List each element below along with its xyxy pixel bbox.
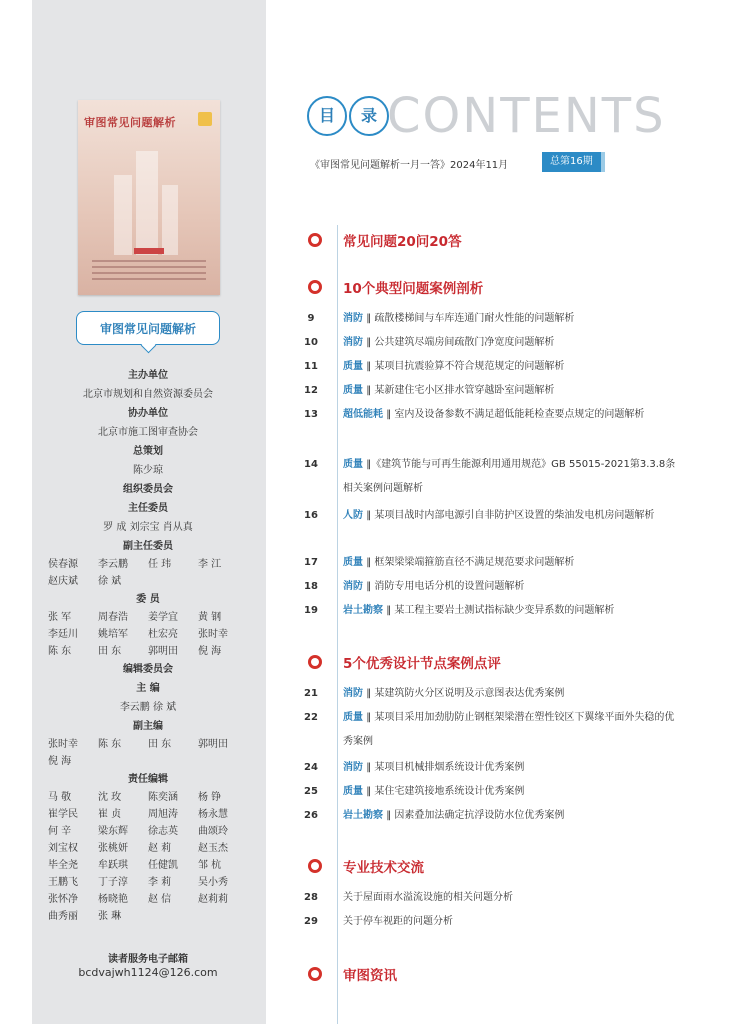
name-row bbox=[48, 840, 248, 857]
section-title: 10个典型问题案例剖析 bbox=[343, 281, 484, 297]
planner-name: 陈少琼 bbox=[133, 465, 163, 476]
entry-text bbox=[343, 599, 678, 623]
cover-title: 审图常见问题解析 bbox=[84, 116, 176, 129]
entry-title: ‖ 某项目战时内部电源引自非防护区设置的柴油发电机房问题解析 bbox=[366, 510, 655, 521]
ring-bullet-icon bbox=[308, 655, 322, 669]
deputy-director-heading: 副主任委员 bbox=[123, 541, 173, 552]
entry-title: 关于屋面雨水溢流设施的相关问题分析 bbox=[343, 892, 513, 903]
cover-badge-icon bbox=[198, 112, 212, 126]
name-row bbox=[48, 874, 248, 891]
entry-text bbox=[343, 706, 678, 754]
person-name: 周旭涛 bbox=[148, 809, 178, 820]
page-number: 25 bbox=[304, 786, 318, 797]
page-number: 14 bbox=[304, 459, 318, 470]
person-name: 邹 杭 bbox=[198, 860, 222, 871]
entry-text bbox=[343, 307, 678, 331]
person-name: 杨永慧 bbox=[198, 809, 228, 820]
person-name: 曲颂玲 bbox=[198, 826, 228, 837]
person-name: 梁东辉 bbox=[98, 826, 128, 837]
entry-title: ‖ 某项目采用加劲肋防止钢框架梁潜在塑性铰区下翼缘平面外失稳的优秀案例 bbox=[343, 712, 675, 747]
ring-bullet-icon bbox=[308, 859, 322, 873]
person-name: 赵莉莉 bbox=[198, 894, 228, 905]
entry-text bbox=[343, 756, 678, 780]
entry-title: ‖ 某住宅建筑接地系统设计优秀案例 bbox=[366, 786, 525, 797]
person-name: 何 辛 bbox=[48, 826, 72, 837]
entry-category: 质量 bbox=[343, 361, 363, 372]
person-name: 李廷川 bbox=[48, 629, 78, 640]
mu-circle: 目 bbox=[307, 96, 347, 136]
sponsor-name: 北京市规划和自然资源委员会 bbox=[83, 389, 213, 400]
person-name: 丁子淳 bbox=[98, 877, 128, 888]
editorial-heading: 编辑委员会 bbox=[123, 664, 173, 675]
entry-text bbox=[343, 780, 678, 804]
entry-text bbox=[343, 575, 678, 599]
organizer-name: 北京市施工图审查协会 bbox=[98, 427, 198, 438]
entry-text bbox=[343, 355, 678, 379]
magazine-name-label: 审图常见问题解析 bbox=[76, 311, 220, 345]
person-name: 杨晓艳 bbox=[98, 894, 128, 905]
entry-category: 消防 bbox=[343, 313, 363, 324]
person-name: 黄 钢 bbox=[198, 612, 222, 623]
page-number: 22 bbox=[304, 712, 318, 723]
person-name: 张桃妍 bbox=[98, 843, 128, 854]
person-name: 姜学宜 bbox=[148, 612, 178, 623]
planner-heading: 总策划 bbox=[133, 446, 163, 457]
person-name: 侯春源 bbox=[48, 559, 78, 570]
cover-building-graphic bbox=[136, 151, 158, 255]
page-number: 11 bbox=[304, 361, 318, 372]
entry-title: 关于停车视距的问题分析 bbox=[343, 916, 453, 927]
person-name: 张 琳 bbox=[98, 911, 122, 922]
name-row bbox=[48, 806, 248, 823]
committee-heading: 组织委员会 bbox=[123, 484, 173, 495]
entry-title: ‖ 某建筑防火分区说明及示意图表达优秀案例 bbox=[366, 688, 565, 699]
cover-building-graphic bbox=[162, 185, 178, 255]
person-name: 李 莉 bbox=[148, 877, 172, 888]
person-name: 吴小秀 bbox=[198, 877, 228, 888]
ring-bullet-icon bbox=[308, 967, 322, 981]
masthead bbox=[48, 366, 248, 925]
toc-divider-line bbox=[337, 225, 338, 1024]
person-name: 李云鹏 bbox=[98, 559, 128, 570]
entry-text bbox=[343, 804, 678, 828]
person-name: 徐 斌 bbox=[98, 576, 122, 587]
entry-title: ‖ 某新建住宅小区排水管穿越卧室问题解析 bbox=[366, 385, 555, 396]
page-number: 29 bbox=[304, 916, 318, 927]
person-name: 赵玉杰 bbox=[198, 843, 228, 854]
page-number: 18 bbox=[304, 581, 318, 592]
entry-category: 岩土勘察 bbox=[343, 605, 383, 616]
entry-title: ‖《建筑节能与可再生能源利用通用规范》GB 55015-2021第3.3.8条相关案例问题解析 bbox=[343, 459, 676, 494]
entry-title: ‖ 因素叠加法确定抗浮设防水位优秀案例 bbox=[386, 810, 565, 821]
magazine-cover-image bbox=[78, 100, 220, 295]
person-name: 姚培军 bbox=[98, 629, 128, 640]
person-name: 徐志英 bbox=[148, 826, 178, 837]
ring-bullet-icon bbox=[308, 280, 322, 294]
person-name: 陈奕涵 bbox=[148, 792, 178, 803]
lu-circle: 录 bbox=[349, 96, 389, 136]
entry-category: 人防 bbox=[343, 510, 363, 521]
entry-title: ‖ 室内及设备参数不满足超低能耗检查要点规定的问题解析 bbox=[386, 409, 645, 420]
entry-title: ‖ 消防专用电话分机的设置问题解析 bbox=[366, 581, 525, 592]
entry-category: 质量 bbox=[343, 557, 363, 568]
sponsor-heading: 主办单位 bbox=[128, 370, 168, 381]
person-name: 倪 海 bbox=[198, 646, 222, 657]
name-row bbox=[48, 556, 248, 573]
person-name: 李 江 bbox=[198, 559, 222, 570]
person-name: 田 东 bbox=[98, 646, 122, 657]
name-row bbox=[48, 857, 248, 874]
reader-email: bcdvajwh1124@126.com bbox=[78, 966, 218, 979]
person-name: 张时幸 bbox=[198, 629, 228, 640]
page-number: 24 bbox=[304, 762, 318, 773]
name-row bbox=[48, 753, 248, 770]
name-row bbox=[48, 789, 248, 806]
entry-category: 岩土勘察 bbox=[343, 810, 383, 821]
person-name: 赵 莉 bbox=[148, 843, 172, 854]
name-row bbox=[48, 573, 248, 590]
director-heading: 主任委员 bbox=[128, 503, 168, 514]
members-heading: 委 员 bbox=[136, 594, 160, 605]
entry-category: 质量 bbox=[343, 459, 363, 470]
entry-text bbox=[343, 403, 678, 427]
director-names: 罗 成 刘宗宝 肖从真 bbox=[103, 522, 193, 533]
entry-title: ‖ 框架梁梁端箍筋直径不满足规范要求问题解析 bbox=[366, 557, 575, 568]
entry-category: 消防 bbox=[343, 688, 363, 699]
section-title: 审图资讯 bbox=[343, 968, 397, 984]
person-name: 张怀净 bbox=[48, 894, 78, 905]
name-row bbox=[48, 643, 248, 660]
entry-category: 质量 bbox=[343, 786, 363, 797]
entry-title: ‖ 疏散楼梯间与车库连通门耐火性能的问题解析 bbox=[366, 313, 575, 324]
person-name: 崔 贞 bbox=[98, 809, 122, 820]
person-name: 毕全尧 bbox=[48, 860, 78, 871]
page-number: 13 bbox=[304, 409, 318, 420]
contents-title: CONTENTS bbox=[387, 88, 666, 144]
person-name: 赵庆斌 bbox=[48, 576, 78, 587]
cover-building-graphic bbox=[114, 175, 132, 255]
chief-editor-heading: 主 编 bbox=[136, 683, 160, 694]
page-number: 16 bbox=[304, 510, 318, 521]
name-row bbox=[48, 908, 248, 925]
organizer-heading: 协办单位 bbox=[128, 408, 168, 419]
person-name: 沈 玫 bbox=[98, 792, 122, 803]
person-name: 张 军 bbox=[48, 612, 72, 623]
entry-text bbox=[343, 504, 678, 528]
name-row bbox=[48, 891, 248, 908]
person-name: 崔学民 bbox=[48, 809, 78, 820]
cover-text-lines bbox=[92, 260, 206, 284]
entry-category: 超低能耗 bbox=[343, 409, 383, 420]
person-name: 杜宏亮 bbox=[148, 629, 178, 640]
person-name: 郭明田 bbox=[198, 739, 228, 750]
entry-title: ‖ 公共建筑尽端房间疏散门净宽度问题解析 bbox=[366, 337, 555, 348]
page-number: 28 bbox=[304, 892, 318, 903]
person-name: 周春浩 bbox=[98, 612, 128, 623]
person-name: 田 东 bbox=[148, 739, 172, 750]
page-number: 19 bbox=[304, 605, 318, 616]
person-name: 陈 东 bbox=[98, 739, 122, 750]
section-title: 5个优秀设计节点案例点评 bbox=[343, 656, 501, 672]
person-name: 赵 信 bbox=[148, 894, 172, 905]
section-title: 常见问题20问20答 bbox=[343, 234, 462, 250]
ring-bullet-icon bbox=[308, 233, 322, 247]
person-name: 陈 东 bbox=[48, 646, 72, 657]
entry-title: ‖ 某工程主要岩土测试指标缺少变异系数的问题解析 bbox=[386, 605, 615, 616]
page-number: 12 bbox=[304, 385, 318, 396]
entry-text bbox=[343, 551, 678, 575]
entry-text bbox=[343, 453, 678, 501]
entry-category: 消防 bbox=[343, 337, 363, 348]
person-name: 郭明田 bbox=[148, 646, 178, 657]
entry-title: ‖ 某项目抗震验算不符合规范规定的问题解析 bbox=[366, 361, 565, 372]
page-number: 10 bbox=[304, 337, 318, 348]
entry-text bbox=[343, 682, 678, 706]
name-row bbox=[48, 609, 248, 626]
deputy-editor-heading: 副主编 bbox=[133, 721, 163, 732]
name-row bbox=[48, 626, 248, 643]
person-name: 任 玮 bbox=[148, 559, 172, 570]
email-heading: 读者服务电子邮箱 bbox=[108, 954, 188, 965]
person-name: 刘宝权 bbox=[48, 843, 78, 854]
section-title: 专业技术交流 bbox=[343, 860, 424, 876]
issue-number-badge: 总第16期 bbox=[542, 152, 601, 172]
entry-title: ‖ 某项目机械排烟系统设计优秀案例 bbox=[366, 762, 525, 773]
page-number: 21 bbox=[304, 688, 318, 699]
name-row bbox=[48, 736, 248, 753]
entry-category: 消防 bbox=[343, 762, 363, 773]
page-number: 26 bbox=[304, 810, 318, 821]
entry-category: 消防 bbox=[343, 581, 363, 592]
issue-subtitle: 《审图常见问题解析一月一答》2024年11月 bbox=[310, 160, 509, 171]
entry-category: 质量 bbox=[343, 385, 363, 396]
person-name: 曲秀丽 bbox=[48, 911, 78, 922]
person-name: 倪 海 bbox=[48, 756, 72, 767]
person-name: 任健凯 bbox=[148, 860, 178, 871]
person-name: 王鹏飞 bbox=[48, 877, 78, 888]
entry-category: 质量 bbox=[343, 712, 363, 723]
entry-text bbox=[343, 379, 678, 403]
page-number: 9 bbox=[307, 313, 315, 324]
editors-heading: 责任编辑 bbox=[128, 774, 168, 785]
name-row bbox=[48, 823, 248, 840]
chief-editor-names: 李云鹏 徐 斌 bbox=[119, 702, 177, 713]
person-name: 牟跃琪 bbox=[98, 860, 128, 871]
person-name: 马 敬 bbox=[48, 792, 72, 803]
person-name: 杨 铮 bbox=[198, 792, 222, 803]
entry-text bbox=[343, 331, 678, 355]
cover-subtitle-bar bbox=[134, 248, 164, 254]
person-name: 张时幸 bbox=[48, 739, 78, 750]
page-number: 17 bbox=[304, 557, 318, 568]
